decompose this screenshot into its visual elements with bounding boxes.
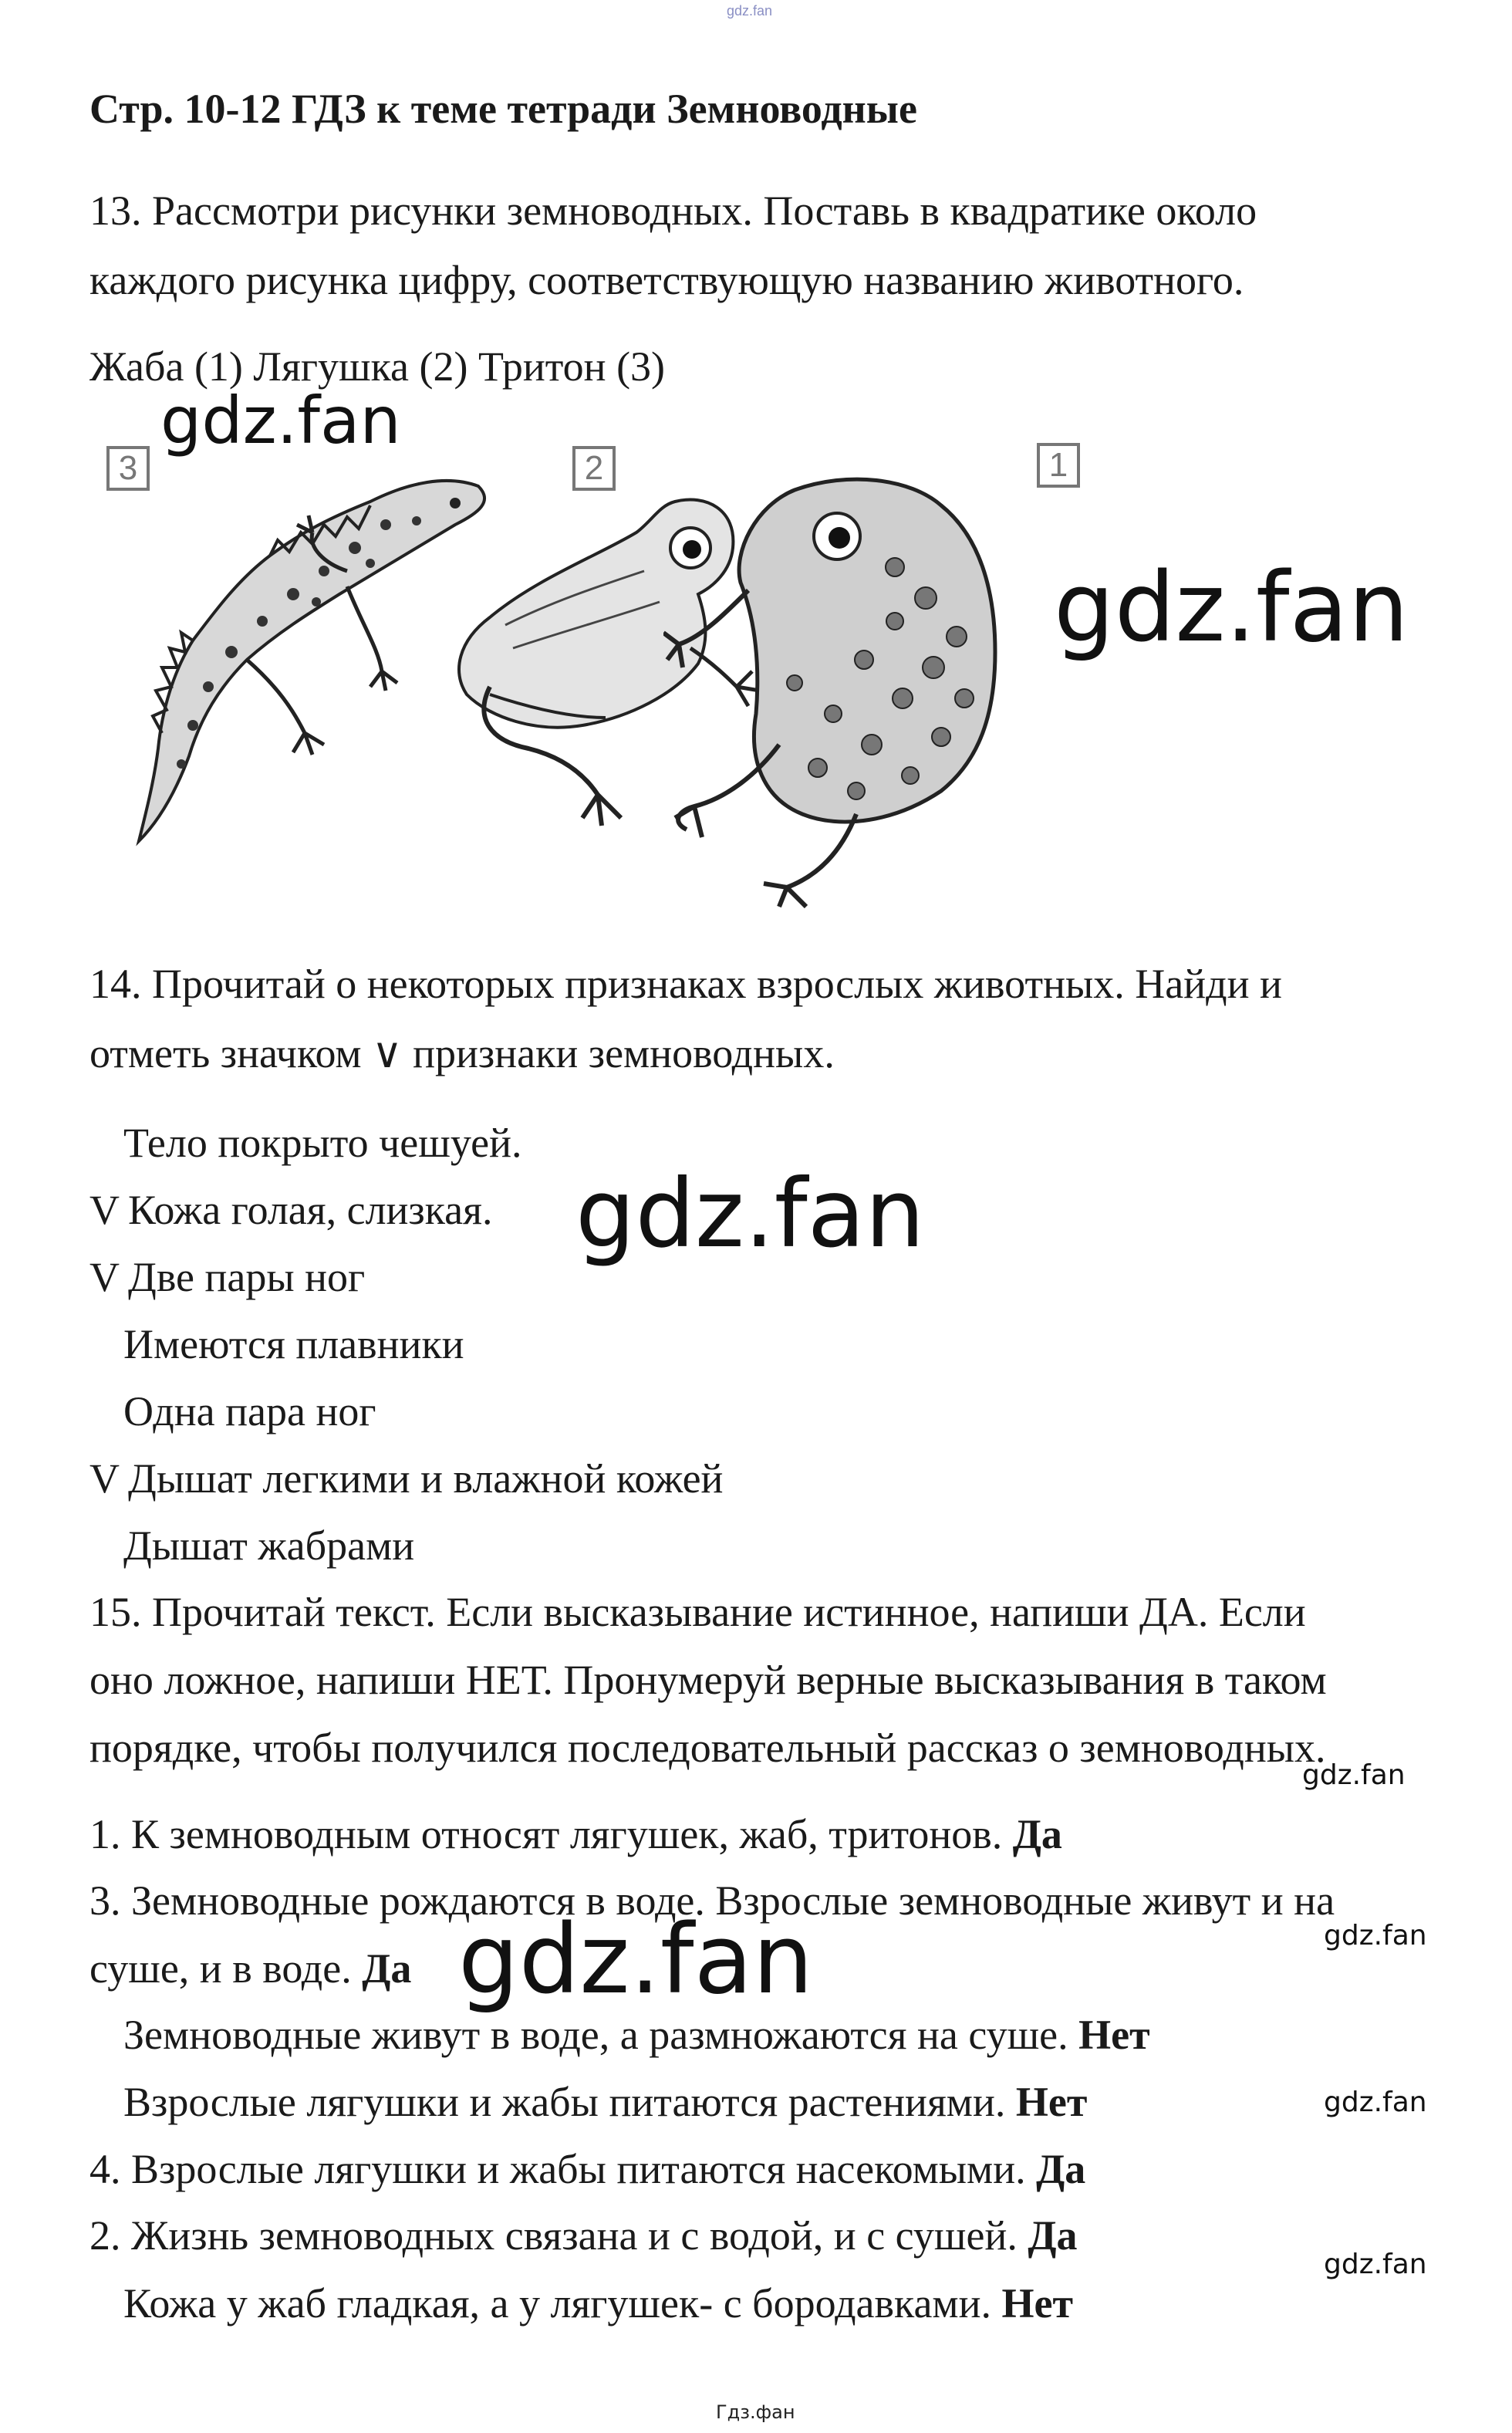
answer-box-frog: 2 bbox=[572, 446, 616, 491]
feature-item: Имеются плавники bbox=[123, 1321, 464, 1367]
watermark-big-3: gdz.fan bbox=[575, 1159, 925, 1269]
task13-legend: Жаба (1) Лягушка (2) Тритон (3) bbox=[89, 343, 666, 390]
answer-box-toad: 1 bbox=[1037, 443, 1080, 488]
statement-answer: Да bbox=[1012, 1811, 1062, 1857]
feature-item: Дышат жабрами bbox=[123, 1522, 415, 1569]
feature-item: Тело покрыто чешуей. bbox=[123, 1120, 522, 1166]
watermark-big: gdz.fan bbox=[160, 383, 401, 458]
statement-answer: Нет bbox=[1078, 2012, 1150, 2058]
statement-text: Взрослые лягушки и жабы питаются растениями. bbox=[123, 2079, 1006, 2125]
feature-item: Одна пара ног bbox=[123, 1388, 376, 1434]
toad-illustration bbox=[663, 467, 1095, 914]
task14-line2: отметь значком ∨ признаки земноводных. bbox=[89, 1030, 835, 1076]
statement-row bbox=[89, 2212, 1078, 2259]
watermark-small: gdz.fan bbox=[1302, 1759, 1406, 1791]
answer-box-newt: 3 bbox=[106, 446, 150, 491]
statement-answer: Да bbox=[362, 1945, 412, 1992]
statement-row bbox=[123, 2014, 1150, 2056]
statement-text: Земноводные рождаются в воде. Взрослые земноводные живут и на bbox=[131, 1877, 1335, 1924]
statement-number: 2. bbox=[89, 2212, 121, 2259]
statement-text: К земноводным относят лягушек, жаб, тритонов. bbox=[131, 1811, 1003, 1857]
statement-row bbox=[89, 2148, 1085, 2190]
watermark-big-4: gdz.fan bbox=[458, 1904, 814, 2016]
statement-row-continued bbox=[89, 1945, 412, 1992]
statement-row bbox=[123, 2280, 1073, 2327]
statement-number: 1. bbox=[89, 1811, 121, 1857]
task14-line1: 14. Прочитай о некоторых признаках взрослых животных. Найди и bbox=[89, 961, 1282, 1007]
statement-answer: Нет bbox=[1015, 2079, 1088, 2125]
page-title: Стр. 10-12 ГДЗ к теме тетради Земноводные bbox=[89, 86, 917, 132]
feature-item: Дышат легкими и влажной кожей bbox=[128, 1455, 724, 1502]
watermark-small: gdz.fan bbox=[1324, 2087, 1427, 2118]
statement-number: 3. bbox=[89, 1877, 121, 1924]
check-mark: V bbox=[89, 1254, 120, 1300]
task13-line1: 13. Рассмотри рисунки земноводных. Поставь в квадратике около bbox=[89, 188, 1257, 234]
watermark-small: gdz.fan bbox=[1324, 2249, 1427, 2280]
watermark-top: gdz.fan bbox=[727, 3, 773, 19]
statement-text: Жизнь земноводных связана и с водой, и с сушей. bbox=[131, 2212, 1018, 2259]
statement-text: Взрослые лягушки и жабы питаются насекомыми. bbox=[131, 2146, 1026, 2192]
task13-line2: каждого рисунка цифру, соответствующую названию животного. bbox=[89, 257, 1244, 303]
statement-text: Земноводные живут в воде, а размножаются на суше. bbox=[123, 2012, 1068, 2058]
check-mark: V bbox=[89, 1455, 120, 1502]
statement-text: Кожа у жаб гладкая, а у лягушек- с бородавками. bbox=[123, 2280, 991, 2327]
statement-number: 4. bbox=[89, 2146, 121, 2192]
feature-item: Две пары ног bbox=[128, 1254, 366, 1300]
statement-answer: Да bbox=[1036, 2146, 1086, 2192]
statement-row bbox=[123, 2081, 1087, 2123]
watermark-small: gdz.fan bbox=[1324, 1920, 1427, 1951]
task15-line1: 15. Прочитай текст. Если высказывание истинное, напиши ДА. Если bbox=[89, 1589, 1306, 1635]
feature-item: Кожа голая, слизкая. bbox=[128, 1187, 493, 1233]
watermark-big-2: gdz.fan bbox=[1054, 552, 1409, 664]
statement-row bbox=[89, 1813, 1062, 1855]
check-mark: V bbox=[89, 1187, 120, 1233]
statement-answer: Нет bbox=[1001, 2280, 1073, 2327]
statement-text: суше, и в воде. bbox=[89, 1945, 352, 1992]
task15-line2: оно ложное, напиши НЕТ. Пронумеруй верные высказывания в таком bbox=[89, 1657, 1327, 1703]
task15-line3: порядке, чтобы получился последовательный рассказ о земноводных. bbox=[89, 1725, 1326, 1771]
statement-answer: Да bbox=[1028, 2212, 1078, 2259]
watermark-bottom: Гдз.фан bbox=[716, 2401, 795, 2423]
